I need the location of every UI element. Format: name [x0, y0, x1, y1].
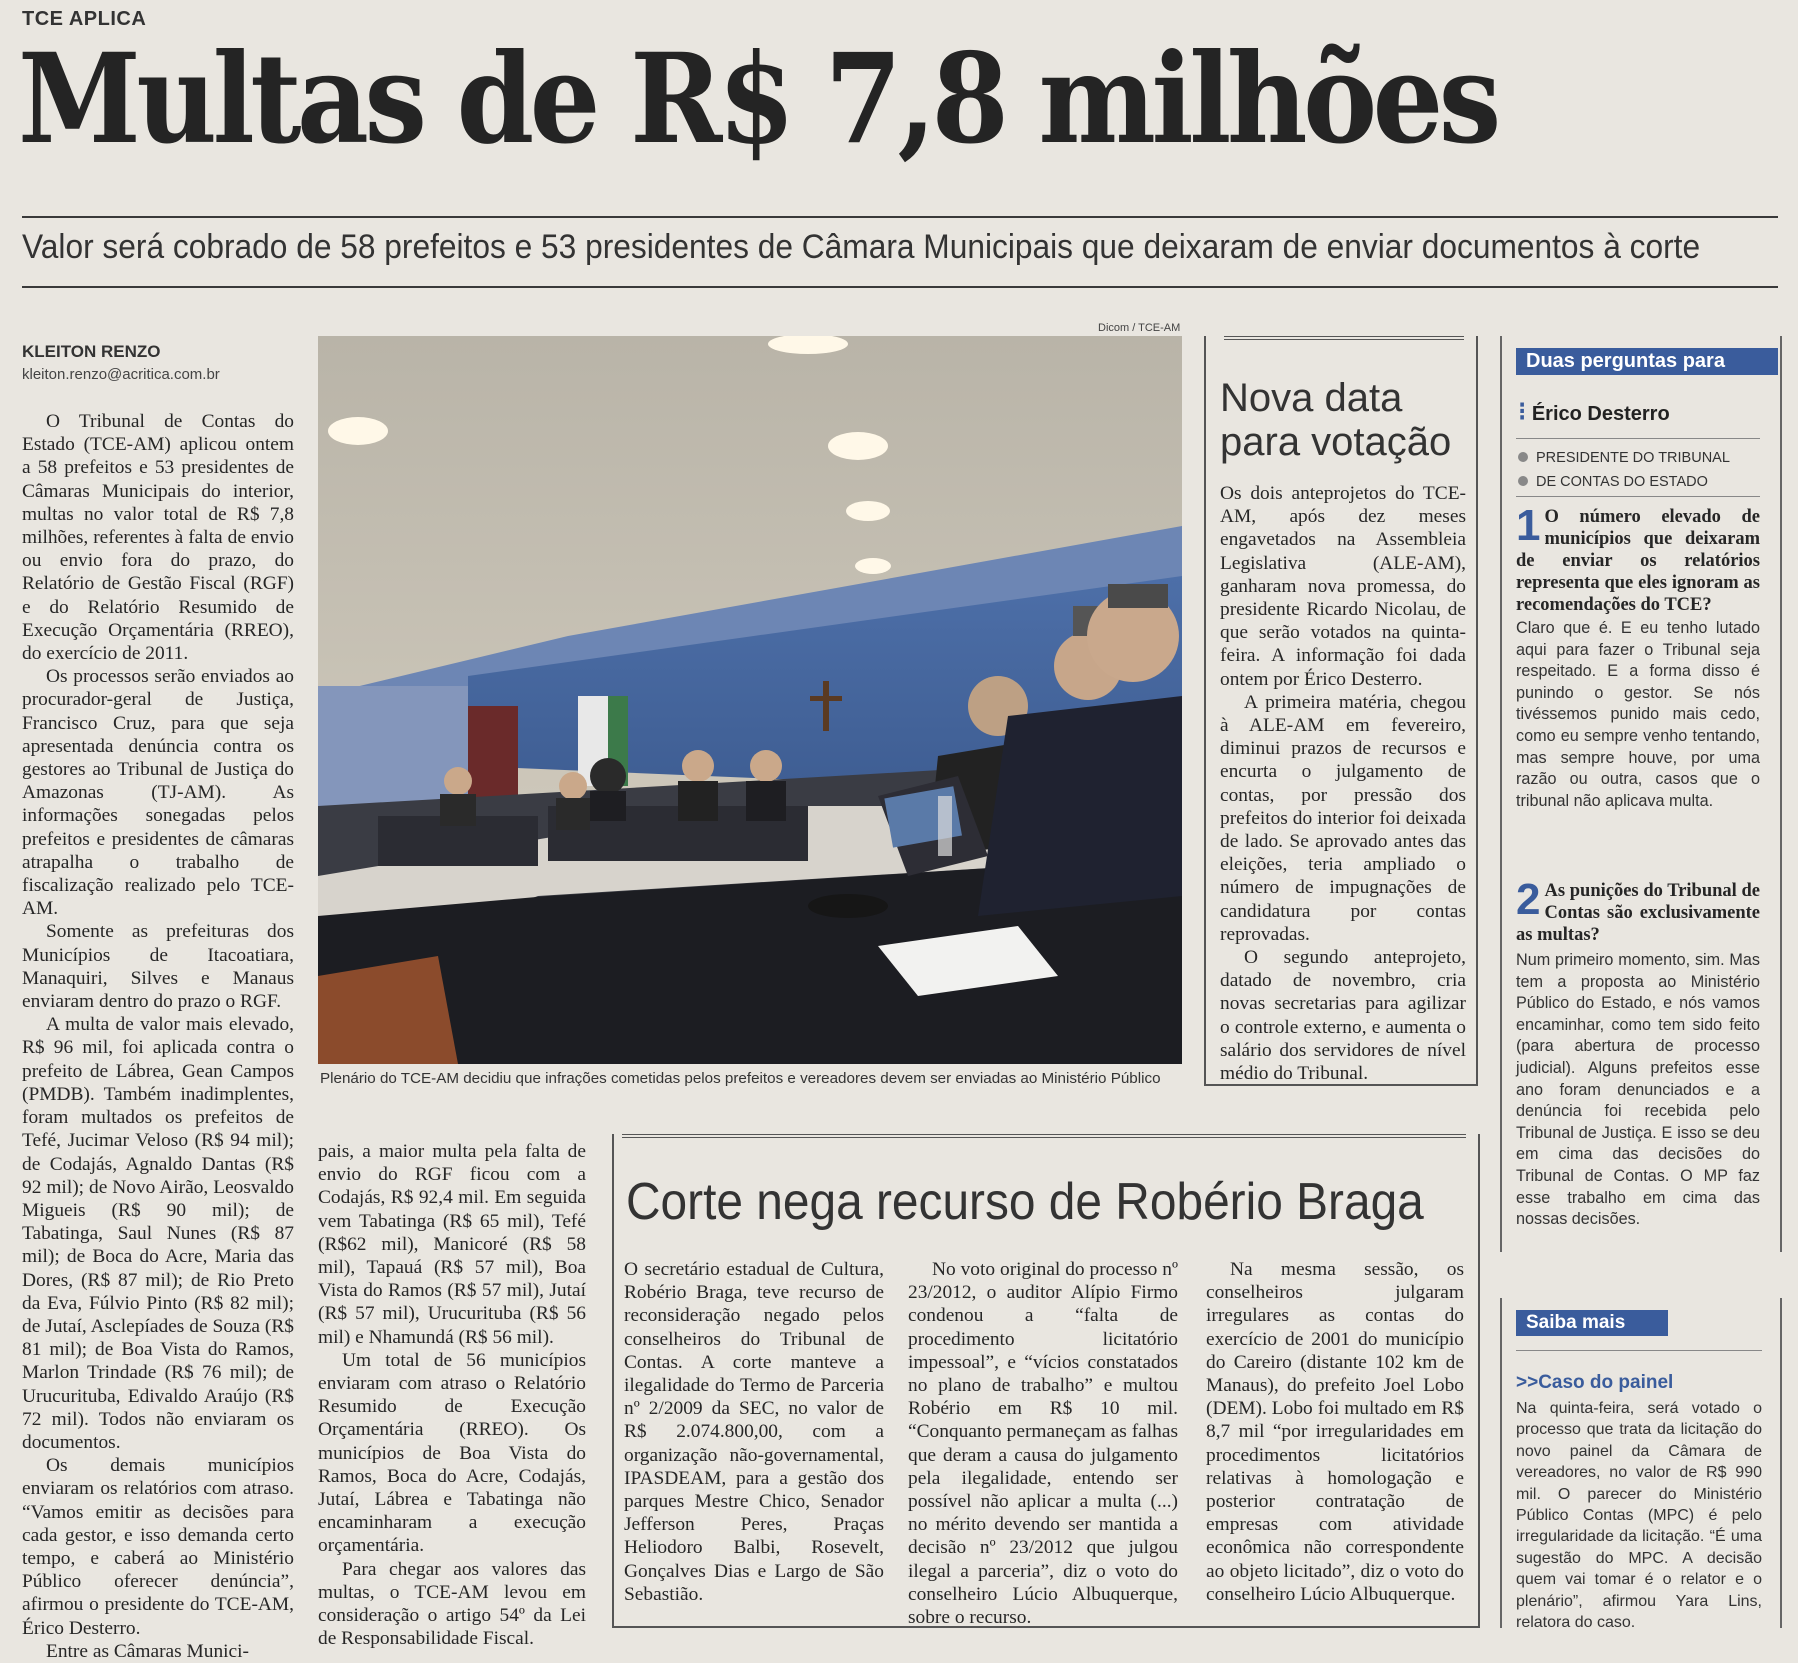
article-column-2	[318, 1140, 586, 1650]
paragraph: Um total de 56 municípios enviaram com atraso o Relatório Resumido de Execução Orçamentária (RREO). Os municípios de Boa Vista do Ramos, Boca do Acre, Codajás, Jutaí, Lábrea e Tabatinga não encaminharam a execução orçamentária.	[318, 1349, 586, 1557]
deck: Valor será cobrado de 58 prefeitos e 53 presidentes de Câmara Municipais que deixaram de enviar documentos à corte	[22, 228, 1701, 266]
bullet-icon	[1518, 476, 1528, 486]
interview-header: Duas perguntas para	[1516, 348, 1778, 375]
interviewee-role	[1518, 446, 1730, 494]
headline-rule	[22, 216, 1778, 218]
interviewee-name	[1518, 396, 1670, 427]
saiba-mais-text: Na quinta-feira, será votado o processo que trata da licitação do novo painel da Câmara de vereadores, no valor de R$ 990 mil. O parecer do Ministério Público Contas (MPC) é pelo irregularidade da licitação. “É uma sugestão do MPC. A decisão quem vai tomar é o relator e o plenário”, afirmou Yara Lins, relatora do caso.	[1516, 1400, 1762, 1632]
braga-title: Corte nega recurso de Robério Braga	[626, 1173, 1424, 1231]
deck-rule	[22, 286, 1778, 288]
paragraph: O secretário estadual de Cultura, Robério Braga, teve recurso de reconsideração negado pelos conselheiros do Tribunal de Contas. A corte manteve a ilegalidade do Termo de Parceria nº 2/2009 da SEC, no valor de R$ 2.074.800,00, com a organização não-governamental, IPASDEAM, para a gestão dos parques Mestre Chico, Senador Jefferson Peres, Praças Heliodoro Balbi, Rosevelt, Gonçalves Dias e Largo de São Sebastião.	[624, 1259, 884, 1605]
headline: Multas de R$ 7,8 milhões	[18, 27, 1497, 172]
paragraph: O segundo anteprojeto, datado de novembro, cria novas secretarias para agilizar o controle externo, e aumenta o salário dos servidores de nível médio do Tribunal.	[1220, 947, 1466, 1085]
photo-credit: Dicom / TCE-AM	[1098, 322, 1181, 334]
paragraph: Para chegar aos valores das multas, o TCE-AM levou em consideração o artigo 54º da Lei de Responsabilidade Fiscal.	[318, 1558, 586, 1650]
saiba-mais-rule	[1516, 1350, 1762, 1351]
plenary-illustration	[318, 336, 1182, 1064]
braga-column-2	[908, 1258, 1178, 1629]
article-column-1	[22, 410, 294, 1663]
paragraph: Os dois anteprojetos do TCE-AM, após dez meses engavetados na Assembleia Legislativa (ALE-AM), ganharam nova promessa, do presidente Ricardo Nicolau, de que serão votados na quinta-feira. A informação foi dada ontem por Érico Desterro.	[1220, 483, 1466, 690]
question-2-text	[1516, 875, 1760, 946]
paragraph: A primeira matéria, chegou à ALE-AM em fevereiro, diminui prazos de recursos e encurta o julgamento de contas, por pressão dos prefeitos do interior foi deixada de lado. Se aprovado antes das eleições, teria ampliado o número de impugnações de candidatura por contas reprovadas.	[1220, 691, 1466, 945]
role-line-1: PRESIDENTE DO TRIBUNAL	[1536, 450, 1730, 466]
answer-1: Claro que é. E eu tenho lutado aqui para fazer o Tribunal seja respeitado. E a forma disso é punindo o gestor. Se nós tivéssemos punido mais cedo, como eu sempre venho tentando, mas sempre houve, por uma razão ou outra, casos que o tribunal não aplicava multa.	[1516, 619, 1760, 810]
name-rule	[1516, 438, 1760, 439]
votacao-title	[1220, 376, 1451, 464]
votacao-title-line-2: para votação	[1220, 420, 1452, 464]
question-1-body: O número elevado de municípios que deixaram de enviar os relatórios representa que eles ignoram as recomendações do TCE?	[1516, 507, 1760, 615]
question-1	[1516, 501, 1760, 812]
interviewee-name-text: Érico Desterro	[1531, 403, 1670, 425]
paragraph: Entre as Câmaras Munici-	[46, 1640, 249, 1662]
role-line-2: DE CONTAS DO ESTADO	[1536, 474, 1708, 490]
photo-caption: Plenário do TCE-AM decidiu que infrações cometidas pelos prefeitos e vereadores devem ser enviadas ao Ministério Público	[320, 1070, 1161, 1087]
paragraph: A multa de valor mais elevado, R$ 96 mil, foi aplicada contra o prefeito de Lábrea, Gean Campos (PMDB). Também inadimplentes, foram multados os prefeitos de Tefé, Jucimar Veloso (R$ 94 mil); de Codajás, Agnaldo Dantas (R$ 92 mil); de Novo Airão, Leosvaldo Migueis (R$ 90 mil); de Tabatinga, Saul Nunes (R$ 87 mil); de Boca do Acre, Maria das Dores, (R$ 87 mil); de Rio Preto da Eva, Fúlvio Pinto (R$ 82 mil); de Jutaí, Asclepíades de Souza (R$ 81 mil); de Boa Vista do Ramos, Marlon Trindade (R$ 76 mil); de Urucurituba, Edivaldo Araújo (R$ 72 mil). Todos não enviaram os documentos.	[22, 1014, 294, 1453]
votacao-text	[1220, 482, 1466, 1085]
author-email[interactable]: kleiton.renzo@acritica.com.br	[22, 366, 220, 383]
paragraph: Na mesma sessão, os conselheiros julgaram irregulares as contas do exercício de 2001 do município do Careiro (distante 102 km de Manaus), do prefeito Joel Lobo (DEM). Lobo foi multado em R$ 8,7 mil “por irregularidades em procedimentos licitatórios relativas à homologação e posterior contratação de empresas com atividade econômica não correspondente ao objeto licitado”, diz o voto do conselheiro Lúcio Albuquerque.	[1206, 1259, 1464, 1605]
section-kicker: TCE APLICA	[22, 8, 147, 30]
braga-column-3	[1206, 1258, 1464, 1606]
answer-2: Num primeiro momento, sim. Mas tem a proposta ao Ministério Público do Estado, e nós vamos encaminhar, como tem sido feito (para abertura de processo judicial). Alguns prefeitos esse ano foram denunciados e a denúncia foi recebida pelo Tribunal de Justiça. E isso se deu em cima das decisões do Tribunal de Contas. O MP faz esse trabalho em cima das nossas decisões.	[1516, 951, 1760, 1229]
paragraph: O Tribunal de Contas do Estado (TCE-AM) aplicou ontem a 58 prefeitos e 53 presidentes de Câmaras Municipais do interior, multas no valor total de R$ 7,8 milhões, referentes à falta de envio ou envio fora do prazo, do Relatório de Gestão Fiscal (RGF) e do Relatório Resumido de Execução Orçamentária (RREO), do exercício de 2011.	[22, 411, 294, 665]
question-2	[1516, 875, 1760, 1231]
bullet-icon	[1518, 452, 1528, 462]
paragraph: Somente as prefeituras dos Municípios de Itacoatiara, Manaquiri, Silves e Manaus enviaram dentro do prazo o RGF.	[22, 921, 294, 1013]
name-marker-icon: ⁝	[1518, 396, 1527, 426]
paragraph: pais, a maior multa pela falta de envio do RGF ficou com a Codajás, R$ 92,4 mil. Em seguida vem Tabatinga (R$ 65 mil), Tefé (R$62 mil), Manicoré (R$ 58 mil), Tapauá (R$ 57 mil), Boa Vista do Ramos (R$ 57 mil), Jutaí (R$ 57 mil), Urucurituba (R$ 56 mil) e Nhamundá (R$ 56 mil).	[318, 1141, 586, 1348]
paragraph: Os processos serão enviados ao procurador-geral de Justiça, Francisco Cruz, para que seja apresentada denúncia contra os gestores ao Tribunal de Justiça do Amazonas (TJ-AM). As informações sonegadas pelos prefeitos e presidentes de câmaras atrapalha o trabalho de fiscalização realizado pelo TCE-AM.	[22, 666, 294, 920]
question-1-text	[1516, 501, 1760, 616]
braga-box-top-rule	[622, 1134, 1466, 1138]
votacao-title-line-1: Nova data	[1220, 376, 1403, 420]
saiba-mais-subhead: >>Caso do painel	[1516, 1372, 1674, 1393]
votacao-box-top-rule	[1224, 336, 1464, 340]
question-2-body: As punições do Tribunal de Contas são exclusivamente as multas?	[1516, 881, 1760, 945]
question-1-number: 1	[1516, 501, 1541, 550]
byline: KLEITON RENZO	[22, 342, 161, 361]
saiba-mais-header: Saiba mais	[1516, 1310, 1668, 1336]
paragraph: Os demais municípios enviaram os relatórios com atraso. “Vamos emitir as decisões para cada gestor, e isso demanda certo tempo, e caberá ao Ministério Público oferecer denúncia”, afirmou o presidente do TCE-AM, Érico Desterro.	[22, 1455, 294, 1639]
role-rule	[1516, 496, 1760, 497]
braga-column-1	[624, 1258, 884, 1606]
plenary-photo	[318, 336, 1182, 1064]
paragraph: No voto original do processo nº 23/2012, o auditor Alípio Firmo condenou a “falta de procedimento licitatório impessoal”, e “vícios constatados no plano de trabalho” e multou Robério em R$ 10 mil. “Conquanto permaneçam as falhas que deram a causa do julgamento pela ilegalidade, entendo ser possível não aplicar a multa (...) no mérito devendo ser mantida a decisão nº 23/2012 que julgou ilegal a parceria”, diz o voto do conselheiro Lúcio Albuquerque, sobre o recurso.	[908, 1259, 1178, 1629]
question-2-number: 2	[1516, 875, 1541, 924]
